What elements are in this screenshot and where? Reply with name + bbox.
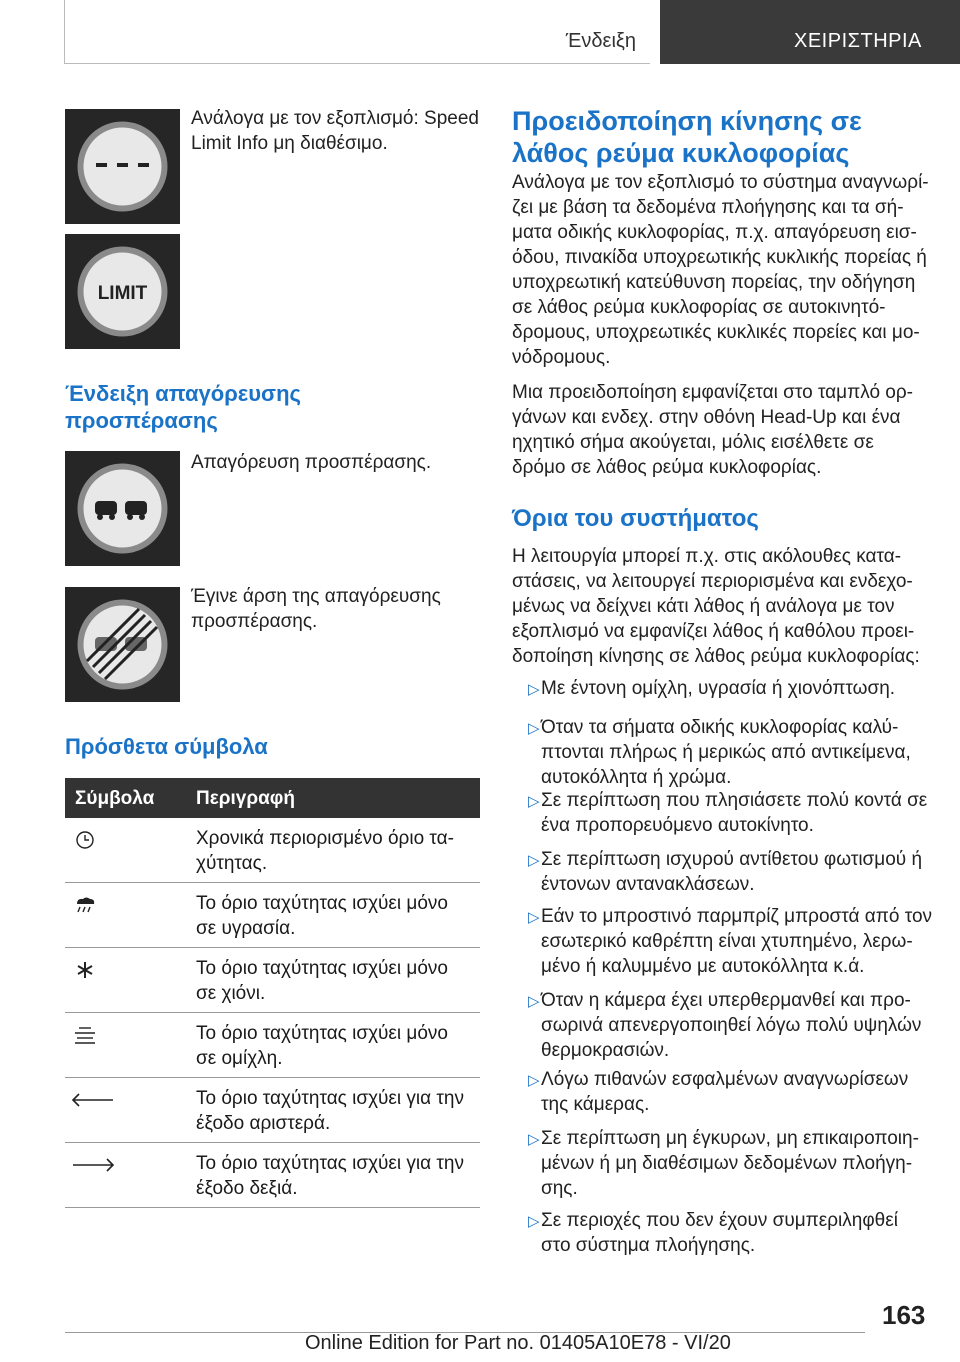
fog-icon (71, 1025, 99, 1045)
list-item: Με έντονη ομίχλη, υγρασία ή χιονόπτωση. (541, 678, 896, 699)
speed-limit-unavailable-sign (65, 109, 180, 224)
table-row: Το όριο ταχύτητας ισχύει για την έξοδο αριστερά. (65, 1078, 480, 1143)
arrow-left-icon (71, 1090, 115, 1110)
limit-sign-label: LIMIT (97, 283, 148, 304)
list-item: Λόγω πιθανών εσφαλμένων αναγνωρίσεων της κάμερας. (541, 1069, 909, 1115)
table-row: Το όριο ταχύτητας ισχύει μόνο σε υγρασία. (65, 883, 480, 948)
limits-paragraph: Η λειτουργία μπορεί π.χ. στις ακόλουθες κατα- στάσεις, να λειτουργεί περιορισμένα και ενδεχο- μένως να δείχνει κάτι λάθος ή ανάλογα με τον εξοπλισμό να εμφανίζει λάθος ή καθόλου προει- δοποίηση κίνησης σε λάθος ρεύμα κυκλοφορίας: (512, 546, 920, 667)
speed-limit-text: Ανάλογα με τον εξοπλισμό: Speed Limit Info μη διαθέσιμο. (191, 108, 479, 154)
tab-indicator[interactable]: Ένδειξη (565, 30, 636, 52)
bullet-icon: ▷ (528, 1072, 540, 1089)
limit-sign (65, 234, 180, 349)
bullet-icon: ▷ (528, 1131, 540, 1148)
list-item: Όταν η κάμερα έχει υπερθερμανθεί και προ- σωρινά απενεργοποιηθεί λόγω πολύ υψηλών θερμοκρασιών. (541, 990, 922, 1061)
rain-icon (71, 895, 99, 915)
snowflake-icon (71, 960, 99, 980)
wrong-way-paragraph: Ανάλογα με τον εξοπλισμό το σύστημα αναγνωρί- ζει με βάση τα δεδομένα πλοήγησης και τα σή- ματα οδικής κυκλοφορίας, π.χ. απαγόρευση εισ- όδου, πινακίδα υποχρεωτικής κυκλικής πορείας ή υποχρεωτική κατεύθυνση πορείας, την οδήγηση σε λάθος ρεύμα κυκλοφορίας σε αυτοκινητό- δρομους, υποχρεωτικές κυκλικές πορείες και μο- νόδρομους. (512, 172, 929, 368)
overtaking-text: Απαγόρευση προσπέρασης. (191, 452, 432, 473)
symbols-heading: Πρόσθετα σύμβολα (65, 734, 268, 759)
arrow-right-icon (71, 1155, 115, 1175)
list-item: Σε περίπτωση ισχυρού αντίθετου φωτισμού ή έντονων αντανακλάσεων. (541, 849, 923, 895)
bullet-icon: ▷ (528, 909, 540, 926)
list-item: Σε περίπτωση μη έγκυρων, μη επικαιροποιη- μένων ή μη διαθέσιμων δεδομένων πλοήγη- σης. (541, 1128, 919, 1199)
bullet-icon: ▷ (528, 720, 540, 737)
bullet-icon: ▷ (528, 852, 540, 869)
footer-edition: Online Edition for Part no. 01405A10E78 - VI/20 (305, 1332, 731, 1354)
bullet-icon: ▷ (528, 681, 540, 698)
table-row: Το όριο ταχύτητας ισχύει μόνο σε ομίχλη. (65, 1013, 480, 1078)
list-item: Σε περίπτωση που πλησιάσετε πολύ κοντά σε ένα προπορευόμενο αυτοκίνητο. (541, 790, 928, 836)
wrong-way-heading: Προειδοποίηση κίνησης σε λάθος ρεύμα κυκλοφορίας (512, 106, 862, 168)
end-no-overtaking-sign (65, 587, 180, 702)
tab-controls[interactable]: ΧΕΙΡΙΣΤΗΡΙΑ (660, 0, 960, 64)
page-number: 163 (882, 1300, 926, 1330)
bullet-icon: ▷ (528, 993, 540, 1010)
overtaking-heading: Ένδειξη απαγόρευσης προσπέρασης (65, 381, 301, 433)
overtaking-end-text: Έγινε άρση της απαγόρευσης προσπέρασης. (191, 586, 441, 632)
clock-icon (71, 830, 99, 850)
table-row: Το όριο ταχύτητας ισχύει μόνο σε χιόνι. (65, 948, 480, 1013)
symbols-table (65, 778, 480, 1208)
system-limits-heading: Όρια του συστήματος (512, 505, 759, 532)
list-item: Όταν τα σήματα οδικής κυκλοφορίας καλύ- πτονται πλήρως ή μερικώς από αντικείμενα, αυτοκόλλητα ή χρώμα. (541, 717, 911, 788)
no-overtaking-sign (65, 451, 180, 566)
list-item: Εάν το μπροστινό παρμπρίζ μπροστά από τον εσωτερικό καθρέπτη είναι χτυπημένο, λερω- μένο ή καλυμμένο με αυτοκόλλητα κ.ά. (541, 906, 933, 977)
bullet-icon: ▷ (528, 1213, 540, 1230)
bullet-icon: ▷ (528, 793, 540, 810)
table-row: Χρονικά περιορισμένο όριο τα- χύτητας. (65, 818, 480, 883)
warning-paragraph: Μια προειδοποίηση εμφανίζεται στο ταμπλό ορ- γάνων και ενδεχ. στην οθόνη Head-Up και ένα ηχητικό σήμα ακούγεται, μόλις εισέλθετε σε δρόμο σε λάθος ρεύμα κυκλοφορίας. (512, 382, 913, 478)
table-header: Σύμβολα Περιγραφή (65, 778, 480, 818)
table-row: Το όριο ταχύτητας ισχύει για την έξοδο δεξιά. (65, 1143, 480, 1208)
list-item: Σε περιοχές που δεν έχουν συμπεριληφθεί στο σύστημα πλοήγησης. (541, 1210, 898, 1256)
